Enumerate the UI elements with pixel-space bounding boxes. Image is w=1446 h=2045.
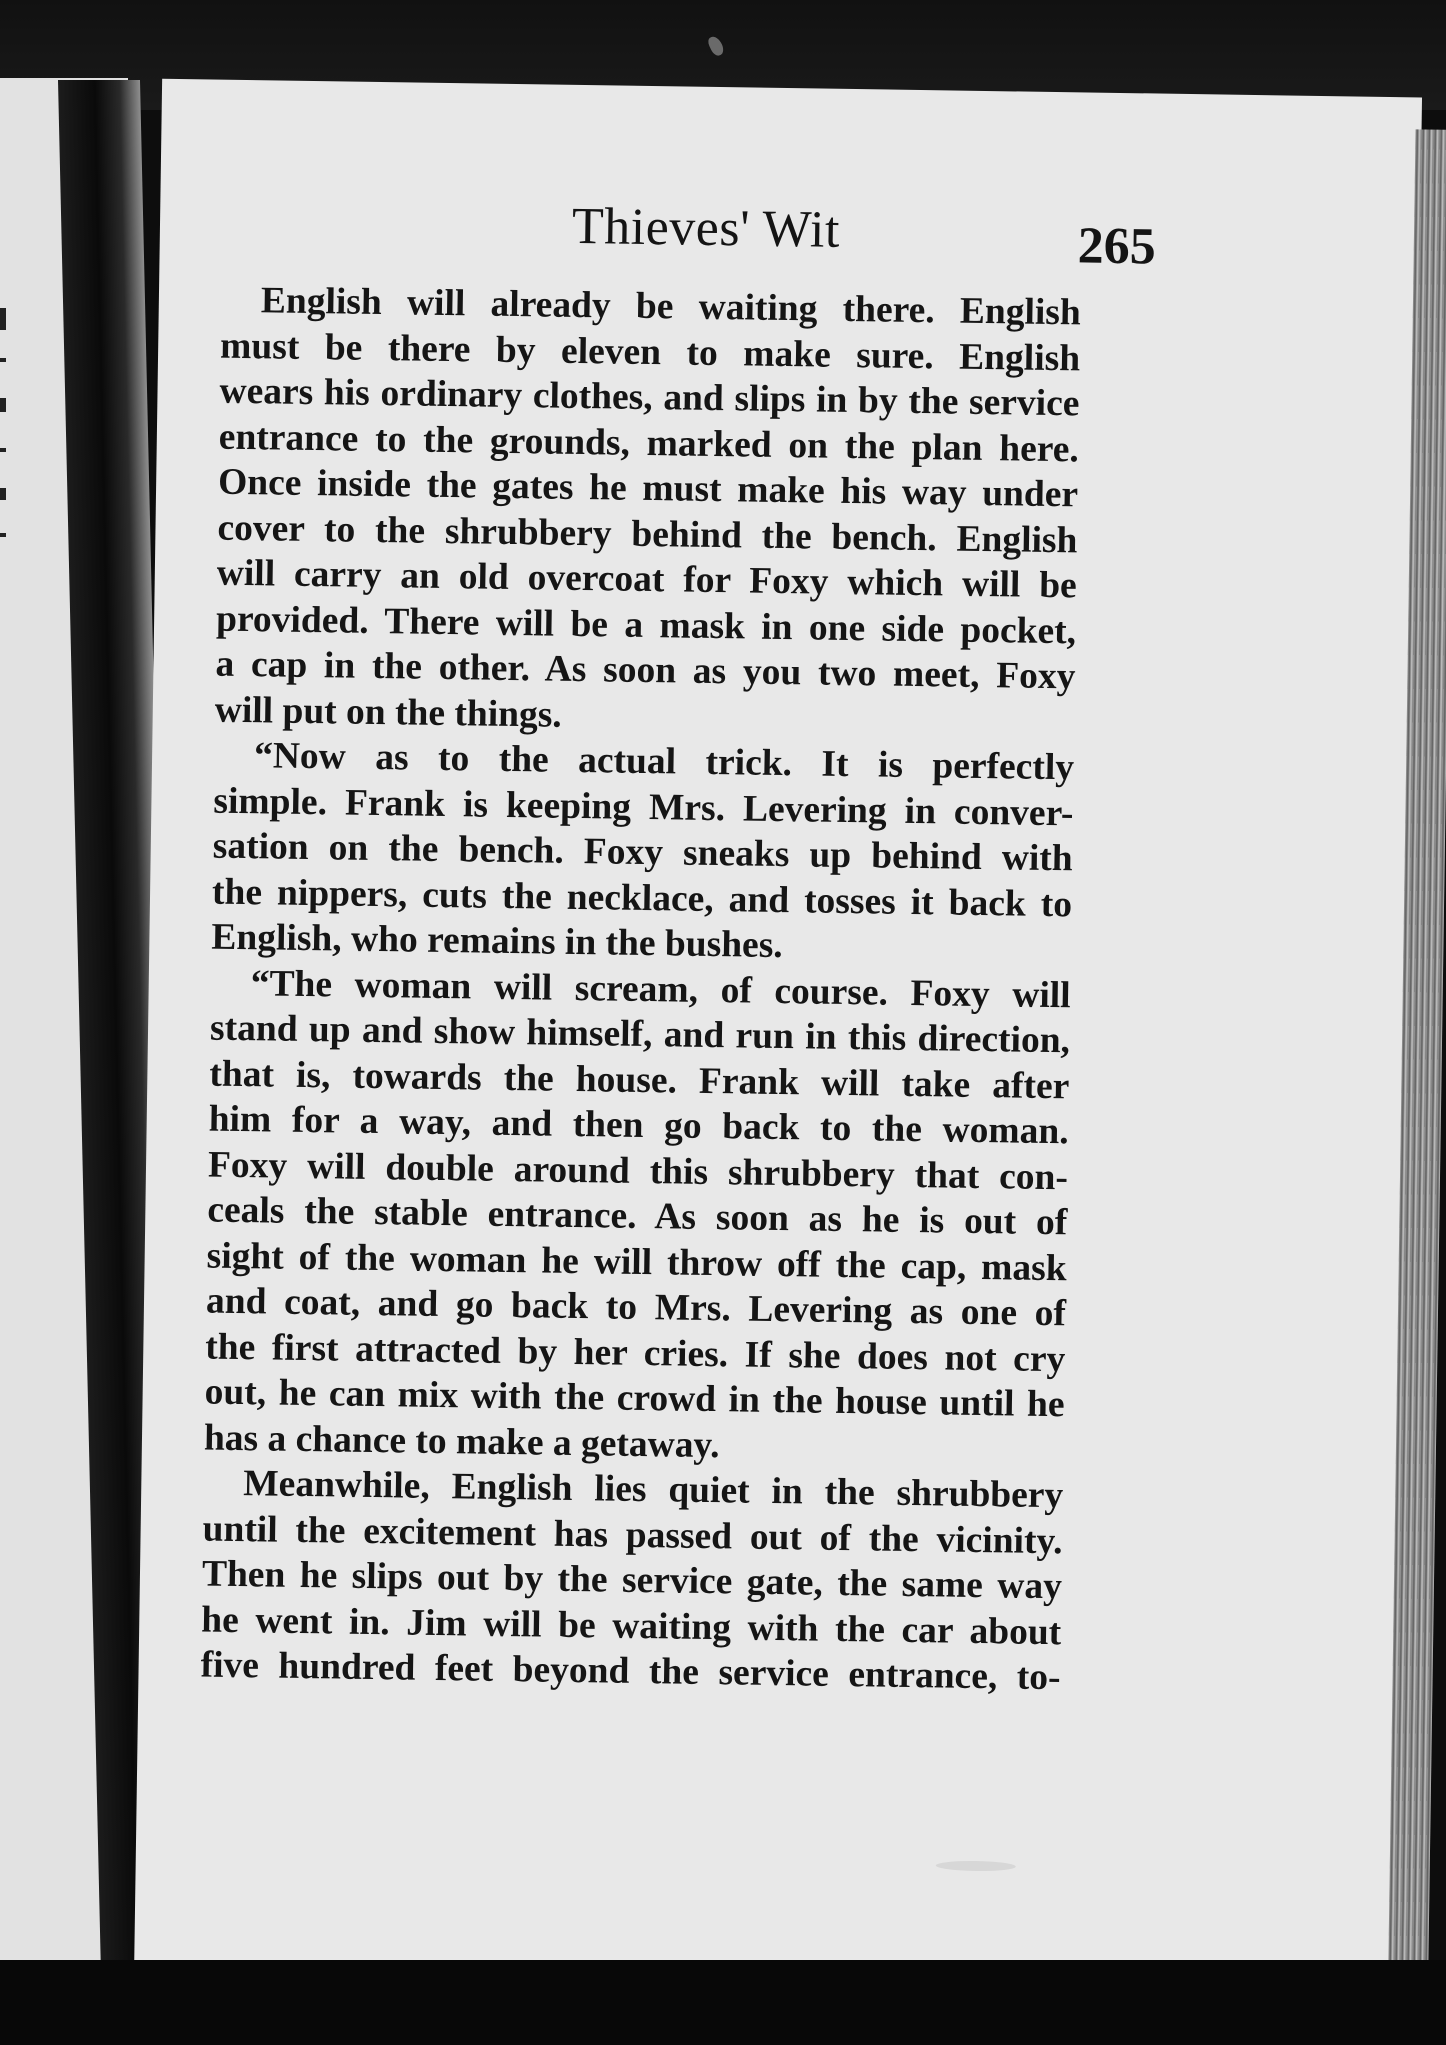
text-line: Then he slips out by the service gate, the same way	[201, 1553, 1063, 1608]
text-line: wears his ordinary clothes, and slips in by the service	[219, 370, 1080, 425]
paragraph	[211, 733, 1074, 973]
text-line: sight of the woman he will throw off the cap, mask	[206, 1235, 1067, 1289]
body-text	[200, 278, 1081, 1701]
paragraph	[214, 278, 1081, 746]
text-line: will put on the things.	[214, 689, 563, 736]
paragraph	[204, 960, 1071, 1473]
text-line: Once inside the gates he must make his way under	[217, 461, 1079, 516]
text-line: entrance to the grounds, marked on the plan here.	[218, 416, 1080, 470]
text-line: Foxy will double around this shrubbery that con-	[207, 1144, 1069, 1198]
background-bottom	[0, 1960, 1446, 2045]
text-line: sation on the bench. Foxy sneaks up behind with	[212, 825, 1073, 880]
text-line: must be there by eleven to make sure. English	[219, 325, 1081, 379]
text-line: English, who remains in the bushes.	[211, 916, 784, 967]
text-line: the first attracted by her cries. If she does not cry	[205, 1326, 1066, 1380]
text-line: English will already be waiting there. English	[260, 280, 1082, 334]
text-line: that is, towards the house. Frank will take after	[209, 1053, 1070, 1107]
page-number: 265	[1077, 217, 1157, 276]
text-line: out, he can mix with the crowd in the house until he	[204, 1371, 1065, 1426]
text-line: he went in. Jim will be waiting with the car about	[201, 1599, 1062, 1653]
text-line: and coat, and go back to Mrs. Levering as one of	[205, 1280, 1067, 1335]
text-line: cover to the shrubbery behind the bench. English	[217, 507, 1078, 561]
book-page	[134, 79, 1422, 1997]
text-line: “The woman will scream, of course. Foxy will	[250, 962, 1071, 1016]
running-head: Thieves' Wit	[571, 197, 841, 259]
text-line: him for a way, and then go back to the woman.	[208, 1098, 1069, 1153]
text-line: Meanwhile, English lies quiet in the shrubbery	[243, 1463, 1064, 1517]
text-line: a cap in the other. As soon as you two meet, Foxy	[215, 643, 1076, 698]
text-line: has a chance to make a getaway.	[203, 1417, 720, 1466]
text-line: until the excitement has passed out of the vicinity.	[202, 1508, 1063, 1562]
text-line: “Now as to the actual trick. It is perfectly	[253, 735, 1075, 789]
text-line: ceals the stable entrance. As soon as he is out of	[207, 1189, 1068, 1244]
paragraph	[200, 1461, 1063, 1701]
text-line: five hundred feet beyond the service entrance, to-	[200, 1644, 1061, 1699]
text-line: the nippers, cuts the necklace, and tosses it back to	[211, 871, 1073, 925]
text-line: provided. There will be a mask in one side pocket,	[215, 598, 1077, 652]
paper-smudge	[936, 1860, 1016, 1871]
text-line: simple. Frank is keeping Mrs. Levering in conver-	[213, 780, 1074, 834]
left-page-cut-off-text	[0, 78, 20, 778]
text-line: stand up and show himself, and run in this direction,	[209, 1007, 1071, 1062]
text-line: will carry an old overcoat for Foxy which will be	[216, 552, 1078, 607]
page-stack-edge	[1388, 129, 1446, 1999]
